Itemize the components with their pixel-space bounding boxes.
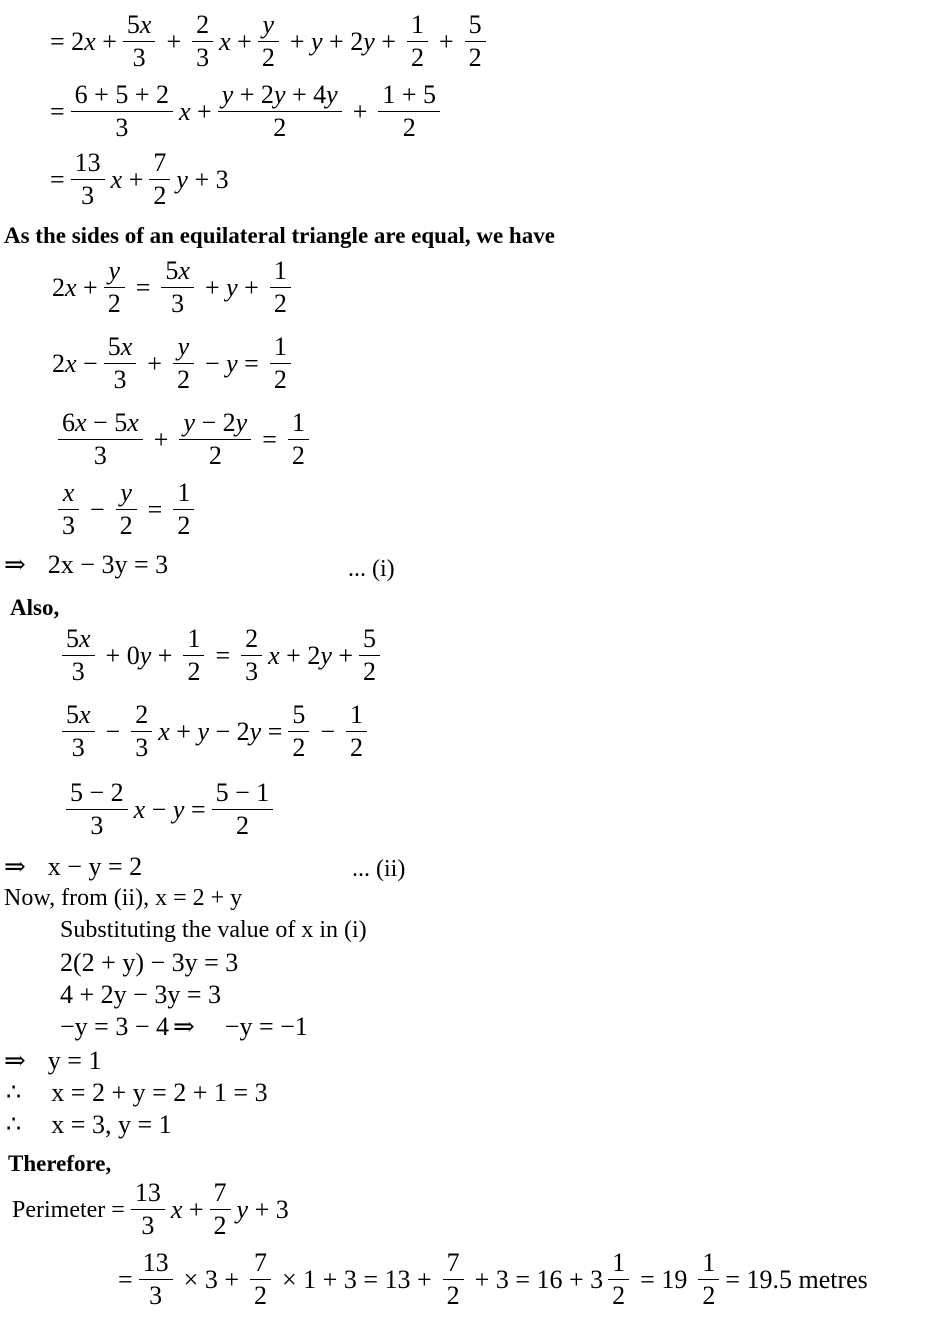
- step-3-left: −y = 3 − 4: [60, 1012, 169, 1041]
- step-5: [6, 1080, 268, 1106]
- step-2: 4 + 2y − 3y = 3: [60, 980, 221, 1009]
- substituting-line: Substituting the value of x in (i): [60, 917, 367, 943]
- equation-2: 2x − $\frac{5x}{3}$ + $\frac{y}{2}$ − y = $\frac{1}{2}$: [52, 334, 297, 393]
- step-4-text: y = 1: [47, 1046, 102, 1075]
- equation-tag-ii: ... (ii): [352, 856, 406, 882]
- step-4: [4, 1048, 101, 1074]
- perimeter-result: = $\frac{13}{3}$ × 3 + $\frac{7}{2}$ × 1 + 3 = 13 + $\frac{7}{2}$ + 3 = 16 + 3 $\frac{1}{2}$ = 19 $\frac{1}{2}$ = 19.5 metres: [118, 1248, 868, 1310]
- now-from-label: Now, from (ii),: [4, 885, 156, 911]
- therefore-icon: ∴: [6, 1080, 22, 1106]
- therefore-icon: ∴: [6, 1112, 22, 1138]
- step-5-text: x = 2 + y = 2 + 1 = 3: [51, 1078, 268, 1107]
- equation-tag-i: ... (i): [348, 556, 395, 582]
- step-6-text: x = 3, y = 1: [51, 1110, 172, 1139]
- heading-therefore: Therefore,: [8, 1151, 112, 1176]
- perimeter-line: Perimeter = $\frac{13}{3}$ x + $\frac{7}{2}$ y + 3: [12, 1178, 289, 1240]
- equation-9-text: x − y = 2: [47, 852, 143, 881]
- implies-icon: ⇒: [4, 550, 26, 579]
- step-3-right: −y = −1: [224, 1012, 308, 1041]
- equation-5: [4, 552, 168, 578]
- heading-also: Also,: [10, 595, 60, 620]
- final-value: = 19.5 metres: [725, 1264, 868, 1294]
- expression-line-1: = 2x + $\frac{5x}{3}$ + $\frac{2}{3}$ x + $\frac{y}{2}$ + y + 2y + $\frac{1}{2}$ + $\frac{5}{2}$: [50, 12, 492, 71]
- equation-3: $\frac{6x - 5x}{3}$ + $\frac{y - 2y}{2}$ = $\frac{1}{2}$: [52, 410, 315, 469]
- equation-4: $\frac{x}{3}$ − $\frac{y}{2}$ = $\frac{1}{2}$: [52, 480, 200, 539]
- implies-icon: ⇒: [4, 852, 26, 881]
- now-from-expression: x = 2 + y: [155, 885, 243, 911]
- now-from-line: [4, 886, 242, 910]
- expression-line-3: = $\frac{13}{3}$ x + $\frac{7}{2}$ y + 3: [50, 148, 229, 210]
- step-3: [60, 1014, 308, 1040]
- equation-9: [4, 854, 142, 880]
- implies-icon: ⇒: [173, 1012, 195, 1041]
- heading-equilateral: As the sides of an equilateral triangle are equal, we have: [4, 223, 555, 248]
- step-6: [6, 1112, 172, 1138]
- equation-7: $\frac{5x}{3}$ − $\frac{2}{3}$ x + y − 2y = $\frac{5}{2}$ − $\frac{1}{2}$: [56, 702, 373, 761]
- perimeter-label: Perimeter =: [12, 1196, 125, 1223]
- equation-5-text: 2x − 3y = 3: [47, 550, 169, 579]
- equation-1: 2x + $\frac{y}{2}$ = $\frac{5x}{3}$ + y + $\frac{1}{2}$: [52, 258, 297, 317]
- implies-icon: ⇒: [4, 1046, 26, 1075]
- equation-8: $\frac{5 - 2}{3}$ x − y = $\frac{5 - 1}{2}$: [60, 780, 279, 839]
- step-1: 2(2 + y) − 3y = 3: [60, 948, 239, 977]
- expression-line-2: = $\frac{6 + 5 + 2}{3}$ x + $\frac{y + 2y + 4y}{2}$ + $\frac{1 + 5}{2}$: [50, 82, 446, 141]
- equation-6: $\frac{5x}{3}$ + 0y + $\frac{1}{2}$ = $\frac{2}{3}$ x + 2y + $\frac{5}{2}$: [56, 626, 386, 685]
